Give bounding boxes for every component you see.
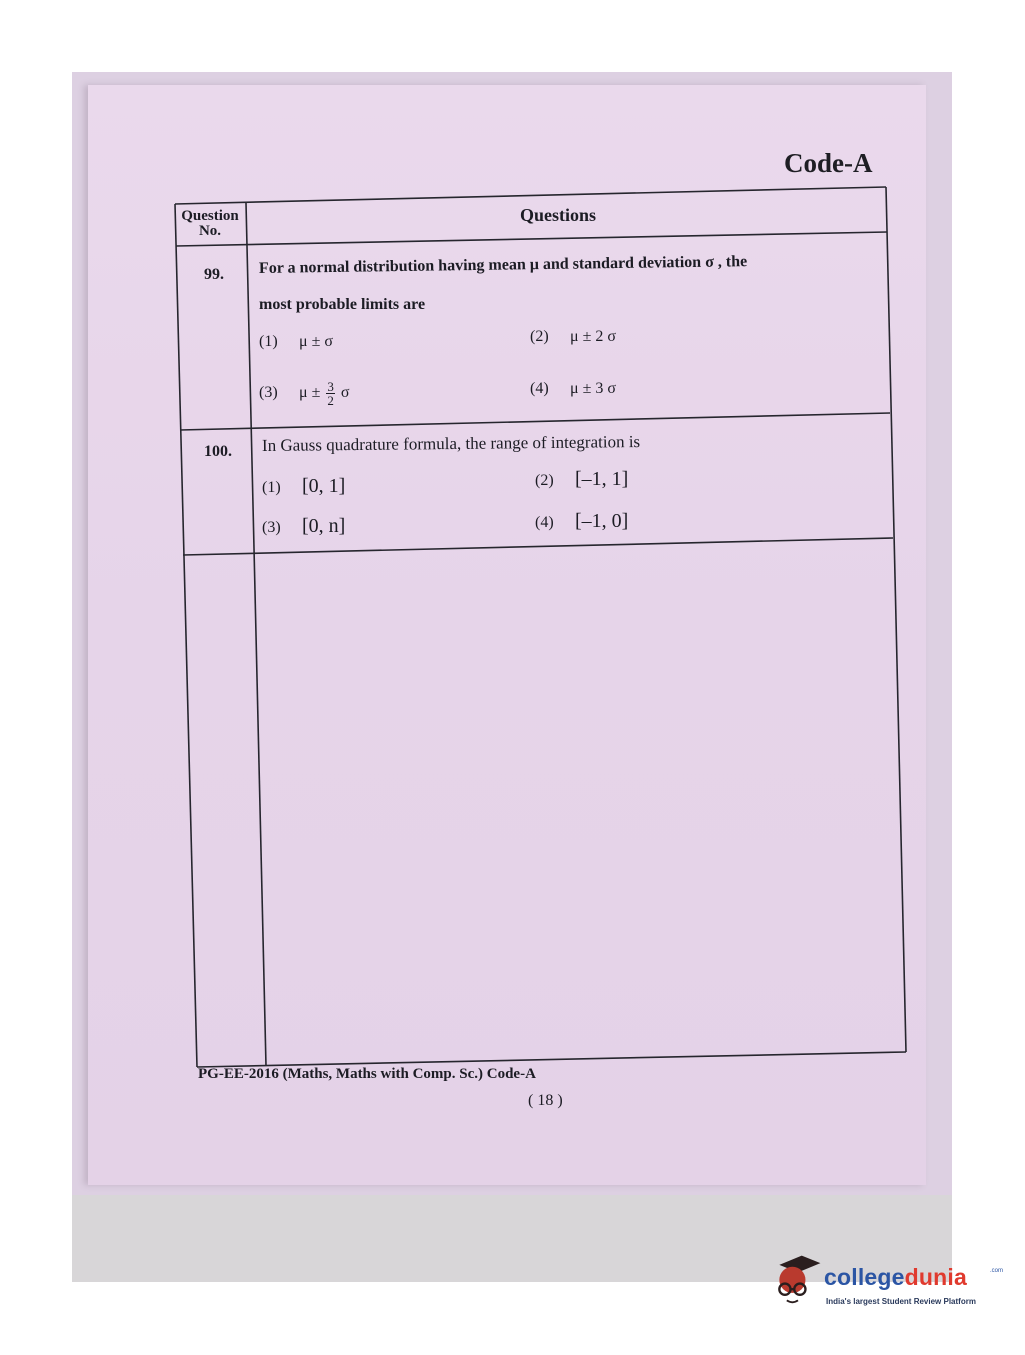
collegedunia-logo-icon <box>770 1250 826 1306</box>
question-99-text-line1: For a normal distribution having mean μ and standard deviation σ , the <box>258 253 748 277</box>
exam-page <box>88 85 926 1185</box>
question-100-text-line1: In Gauss quadrature formula, the range of integration is <box>261 432 641 455</box>
brand-domain: .com <box>990 1268 1004 1274</box>
question-99-option-3: (3) μ ± $\frac{3}{2}$ σ <box>259 379 350 408</box>
question-99-option-2: (2) μ ± 2 σ <box>530 328 616 345</box>
column-header-questions: Questions <box>520 205 597 225</box>
question-99-option-1: (1) μ ± σ <box>259 333 333 350</box>
column-header-question-no: Question No. <box>181 208 239 239</box>
exam-footer: PG-EE-2016 (Maths, Maths with Comp. Sc.) Code-A <box>198 1066 536 1082</box>
question-number-99: 99. <box>204 266 224 283</box>
question-99-text-line2: most probable limits are <box>259 296 426 313</box>
question-100-option-3: (3) [0, n] <box>262 515 346 537</box>
question-number-100: 100. <box>204 443 232 460</box>
question-99-option-4: (4) μ ± 3 σ <box>530 380 616 397</box>
brand-tagline: India's largest Student Review Platform <box>826 1297 976 1306</box>
question-100-option-4: (4) [–1, 0] <box>535 510 629 532</box>
question-100-option-2: (2) [–1, 1] <box>535 468 629 490</box>
page-number: ( 18 ) <box>528 1092 563 1109</box>
paper-code: Code-A <box>784 148 873 178</box>
fraction-three-halves: $\frac{3}{2}$ <box>327 379 334 408</box>
question-100-option-1: (1) [0, 1] <box>262 475 346 497</box>
brand-name: collegedunia <box>824 1264 967 1290</box>
